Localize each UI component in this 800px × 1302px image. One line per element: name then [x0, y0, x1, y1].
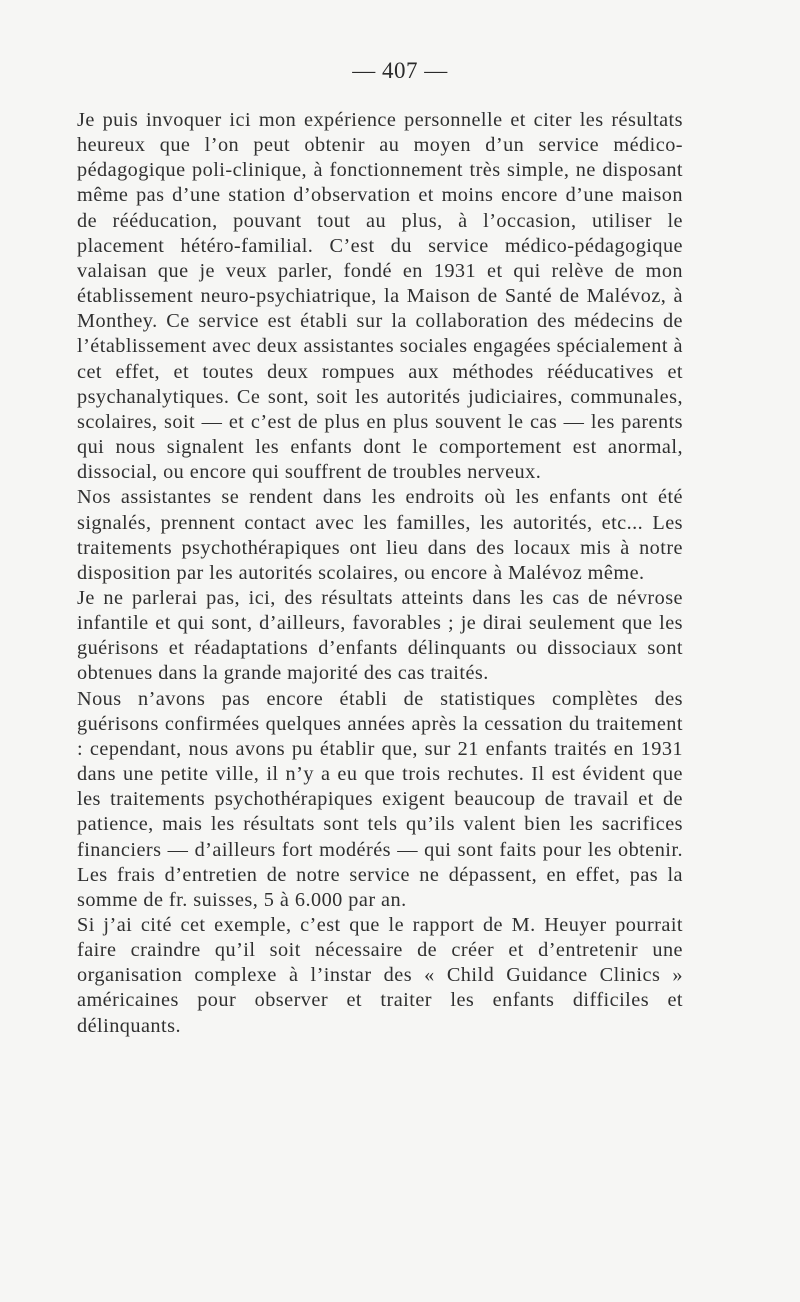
paragraph-3: Je ne parlerai pas, ici, des résultats atteints dans les cas de névrose infantile et qui sont, d’ailleurs, favorables ; je dirai seulement que les guérisons et réadaptations d’enfants délinquants ou dissociaux sont obtenues dans la grande majorité des cas traités. — [77, 586, 683, 685]
text-body — [77, 108, 683, 1039]
page-number: — 407 — — [352, 58, 448, 83]
paragraph-2: Nos assistantes se rendent dans les endroits où les enfants ont été signalés, prennent contact avec les familles, les autorités, etc... Les traitements psychothérapiques ont lieu dans des locaux mis à notre disposition par les autorités scolaires, ou encore à Malévoz même. — [77, 486, 683, 584]
paragraph-4: Nous n’avons pas encore établi de statistiques complètes des guérisons confirmées quelques années après la cessation du traitement : cependant, nous avons pu établir que, sur 21 enfants traités en 1931 dans une petite ville, il n’y a eu que trois rechutes. Il est évident que les traitements psychothérapiques exigent beaucoup de travail et de patience, mais les résultats sont tels qu’ils valent bien les sacrifices financiers — d’ailleurs fort modérés — qui sont faits pour les obtenir. Les frais d’entretien de notre service ne dépassent, en effet, pas la somme de fr. suisses, 5 à 6.000 par an. — [77, 687, 683, 911]
paragraph-5: Si j’ai cité cet exemple, c’est que le rapport de M. Heuyer pourrait faire craindre qu’il soit nécessaire de créer et d’entretenir une organisation complexe à l’instar des « Child Guidance Clinics » américaines pour observer et traiter les enfants difficiles et délinquants. — [77, 914, 683, 1037]
paragraph-1: Je puis invoquer ici mon expérience personnelle et citer les résultats heureux que l’on peut obtenir au moyen d’un service médico-pédagogique poli-clinique, à fonctionnement très simple, ne disposant même pas d’une station d’observation et moins encore d’une maison de rééducation, pouvant tout au plus, à l’occasion, utiliser le placement hétéro-familial. C’est du service médico-pédagogique valaisan que je veux parler, fondé en 1931 et qui relève de mon établissement neuro-psychiatrique, la Maison de Santé de Malévoz, à Monthey. Ce service est établi sur la collaboration des médecins de l’établissement avec deux assistantes sociales engagées spécialement à cet effet, et toutes deux rompues aux méthodes rééducatives et psychanalytiques. Ce sont, soit les autorités judiciaires, communales, scolaires, soit — et c’est de plus en plus souvent le cas — les parents qui nous signalent les enfants dont le comportement est anormal, dissocial, ou encore qui souffrent de troubles nerveux. — [77, 109, 683, 484]
